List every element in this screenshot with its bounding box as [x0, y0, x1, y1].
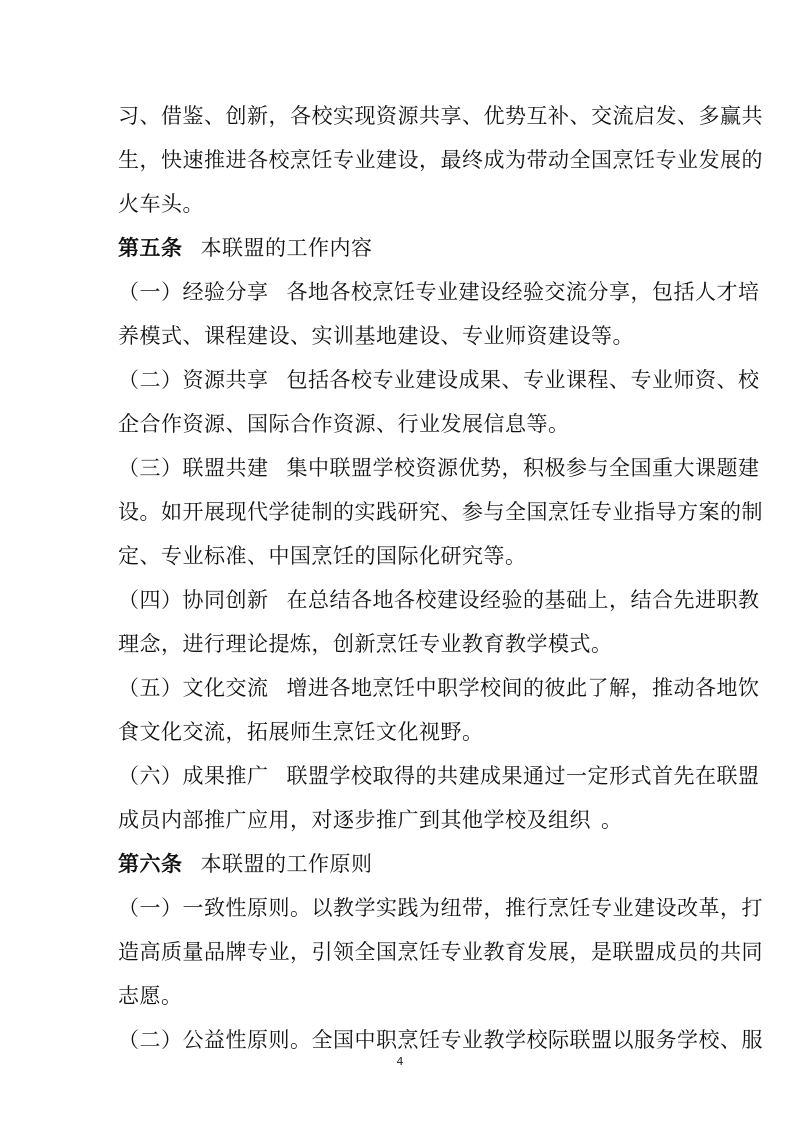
article-title: 本联盟的工作内容	[200, 236, 373, 260]
item-text: 在总结各地各校建设经验的基础上，结合先进职教	[286, 588, 760, 612]
principle-1-continued	[118, 981, 688, 1011]
article-6-heading	[118, 849, 688, 879]
item-text: 各地各校烹饪专业建设经验交流分享，包括人才培	[286, 280, 760, 304]
item-4	[118, 585, 760, 615]
line-text: 成员内部推广应用，对逐步推广到其他学校及组织	[118, 808, 591, 832]
principle-2	[118, 1025, 763, 1055]
principle-1	[118, 893, 763, 923]
item-3-continued	[118, 541, 688, 571]
principle-1-continued	[118, 937, 763, 967]
item-5	[118, 673, 760, 703]
line-text: 定、专业标准、中国烹饪的国际化研究等。	[118, 544, 527, 568]
item-heading: （一）经验分享	[118, 280, 269, 304]
item-4-continued	[118, 629, 688, 659]
article-label: 第六条	[118, 851, 183, 876]
item-heading: （四）协同创新	[118, 588, 269, 612]
line-text: 企合作资源、国际合作资源、行业发展信息等。	[118, 412, 570, 436]
line-text: 食文化交流，拓展师生烹饪文化视野。	[118, 720, 484, 744]
line-end-punctuation: 。	[601, 808, 623, 832]
article-5-heading	[118, 233, 688, 263]
item-heading: （三）联盟共建	[118, 456, 269, 480]
line-text: 生，快速推进各校烹饪专业建设，最终成为带动全国烹饪专业发展的	[118, 148, 763, 172]
article-title: 本联盟的工作原则	[200, 852, 373, 876]
paragraph-line	[118, 145, 763, 175]
item-3-continued	[118, 497, 763, 527]
line-text: 志愿。	[118, 984, 183, 1008]
item-1-continued	[118, 321, 688, 351]
item-2	[118, 365, 760, 395]
article-label: 第五条	[118, 235, 183, 260]
paragraph-line	[118, 101, 763, 131]
line-text: 养模式、课程建设、实训基地建设、专业师资建设等。	[118, 324, 634, 348]
line-text: 习、借鉴、创新，各校实现资源共享、优势互补、交流启发、多赢共	[118, 104, 763, 128]
item-2-continued	[118, 409, 688, 439]
item-text: 联盟学校取得的共建成果通过一定形式首先在联盟	[286, 764, 760, 788]
page-number: 4	[396, 1055, 404, 1068]
item-5-continued	[118, 717, 688, 747]
item-heading: （五）文化交流	[118, 676, 269, 700]
line-text: 火车头。	[118, 192, 204, 216]
item-3	[118, 453, 760, 483]
item-6-continued	[118, 805, 688, 835]
line-text: 理念，进行理论提炼，创新烹饪专业教育教学模式。	[118, 632, 613, 656]
item-1	[118, 277, 760, 307]
paragraph-line	[118, 189, 688, 219]
item-6	[118, 761, 760, 791]
item-text: 增进各地烹饪中职学校间的彼此了解，推动各地饮	[286, 676, 760, 700]
item-text: 集中联盟学校资源优势，积极参与全国重大课题建	[286, 456, 760, 480]
item-heading: （六）成果推广	[118, 764, 269, 788]
line-text: 造高质量品牌专业，引领全国烹饪专业教育发展，是联盟成员的共同	[118, 940, 763, 964]
line-text: （一）一致性原则。以教学实践为纽带，推行烹饪专业建设改革，打	[118, 896, 763, 920]
line-text: 设。如开展现代学徒制的实践研究、参与全国烹饪专业指导方案的制	[118, 500, 763, 524]
line-text: （二）公益性原则。全国中职烹饪专业教学校际联盟以服务学校、服	[118, 1028, 763, 1052]
item-heading: （二）资源共享	[118, 368, 269, 392]
item-text: 包括各校专业建设成果、专业课程、专业师资、校	[286, 368, 760, 392]
